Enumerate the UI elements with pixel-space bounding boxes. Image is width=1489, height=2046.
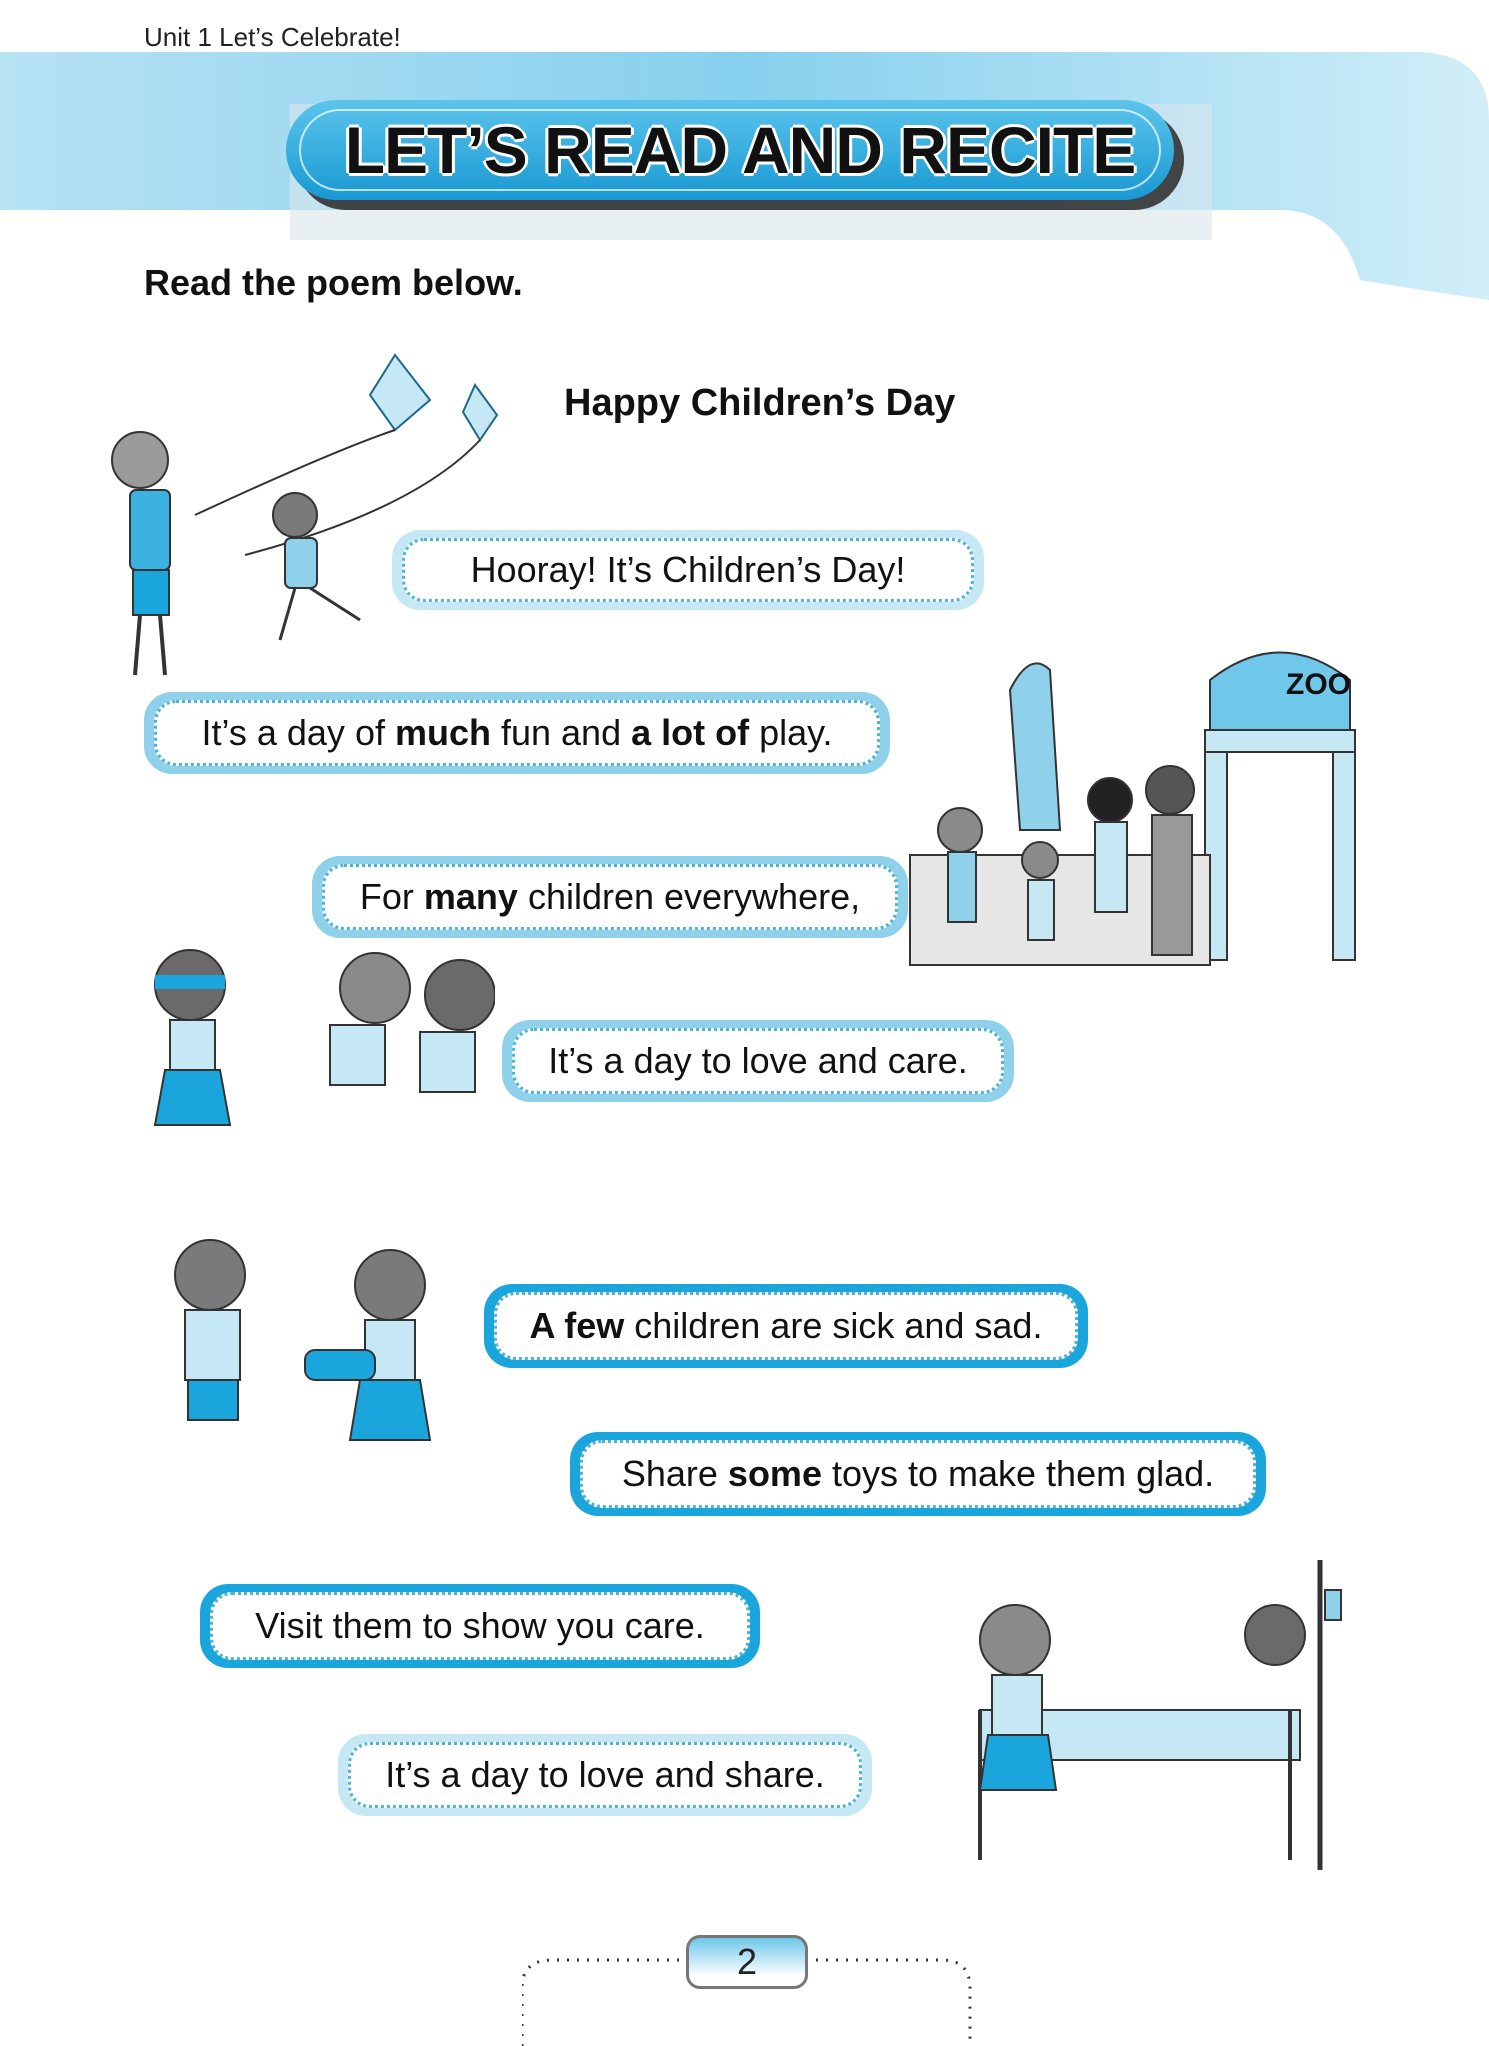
- line-text: It’s a day to love and share.: [385, 1754, 825, 1795]
- poem-line-8: [338, 1734, 872, 1816]
- poem-line-text: [322, 864, 898, 930]
- poem-line-text: [210, 1592, 750, 1660]
- line-text: Hooray! It’s Children’s Day!: [470, 549, 906, 590]
- line-text: children everywhere,: [517, 876, 861, 917]
- line-text: toys to make them glad.: [821, 1453, 1215, 1494]
- playing-children-illustration: [115, 940, 495, 1210]
- sharing-children-illustration: [140, 1230, 460, 1530]
- line-text: It’s a day of: [201, 712, 395, 753]
- line-text: Share: [621, 1453, 728, 1494]
- line-text: It’s a day to love and care.: [548, 1040, 968, 1081]
- line-text: For: [359, 876, 424, 917]
- poem-line-text: [154, 700, 880, 766]
- poem-line-4: [502, 1020, 1014, 1102]
- poem-line-text: [580, 1440, 1256, 1508]
- highlighted-word: much: [394, 712, 491, 753]
- zoo-sign: ZOO: [1286, 668, 1351, 701]
- poem-line-6: [570, 1432, 1266, 1516]
- zoo-family-illustration: [900, 630, 1440, 1010]
- poem-line-3: [312, 856, 908, 938]
- unit-label: Unit 1 Let’s Celebrate!: [144, 22, 401, 52]
- highlighted-word: some: [727, 1453, 822, 1494]
- poem-line-text: [512, 1028, 1004, 1094]
- instruction-text: Read the poem below.: [144, 262, 523, 303]
- line-text: Visit them to show you care.: [255, 1605, 705, 1646]
- poem-line-text: [494, 1292, 1078, 1360]
- poem-line-7: [200, 1584, 760, 1668]
- poem-line-text: [348, 1742, 862, 1808]
- page-number: 2: [686, 1935, 808, 1989]
- line-text: children are sick and sad.: [624, 1305, 1043, 1346]
- line-text: fun and: [490, 712, 632, 753]
- page-title: LET’S READ AND RECITE: [344, 113, 1136, 187]
- highlighted-word: A few: [529, 1305, 625, 1346]
- line-text: play.: [749, 712, 833, 753]
- hospital-visit-illustration: [970, 1560, 1350, 1880]
- poem-line-5: [484, 1284, 1088, 1368]
- highlighted-word: many: [423, 876, 518, 917]
- poem-title: Happy Children’s Day: [564, 382, 956, 424]
- poem-line-2: [144, 692, 890, 774]
- highlighted-word: a lot of: [631, 712, 750, 753]
- kite-children-illustration: [95, 340, 515, 700]
